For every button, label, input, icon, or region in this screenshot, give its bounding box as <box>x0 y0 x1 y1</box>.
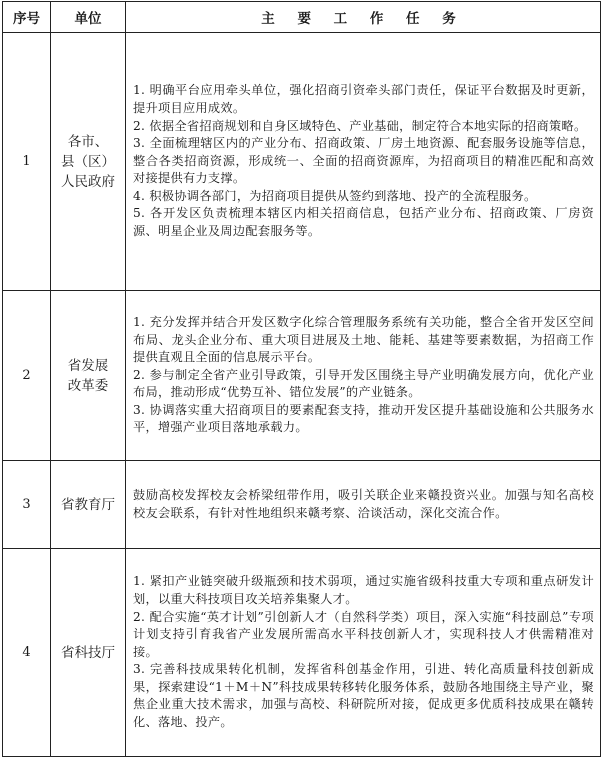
row-unit <box>51 33 126 291</box>
row-unit <box>51 461 126 549</box>
task-item: 鼓励高校发挥校友会桥梁纽带作用，吸引关联企业来赣投资兴业。加强与知名高校校友会联系，有针对性地组织来赣考察、洽谈活动，深化交流合作。 <box>133 487 594 520</box>
unit-line: 省科技厅 <box>61 644 115 661</box>
task-item: 4. 积极协调各部门，为招商项目提供从签约到落地、投产的全流程服务。 <box>133 188 537 203</box>
task-table <box>2 1 601 757</box>
unit-line: 人民政府 <box>61 173 115 190</box>
task-item: 2. 参与制定全省产业引导政策，引导开发区围绕主导产业明确发展方向，优化产业布局，推动形成“优势互补、错位发展”的产业链条。 <box>133 367 594 400</box>
task-item: 1. 充分发挥并结合开发区数字化综合管理服务系统有关功能，整合全省开发区空间布局、龙头企业分布、重大项目进展及土地、能耗、基建等要素数据，为招商工作提供直观且全面的信息展示平台。 <box>133 314 594 365</box>
row-tasks <box>126 549 601 757</box>
unit-line: 各市、 <box>67 133 109 150</box>
row-tasks <box>126 461 601 549</box>
task-item: 3. 完善科技成果转化机制，发挥省科创基金作用，引进、转化高质量科技创新成果，探索建设“1＋M＋N”科技成果转移转化服务体系，鼓励各地围绕主导产业，聚焦企业重大技术需求，加强与高校、科研院所对接，促成更多优质科技成果在赣转化、落地、投产。 <box>133 662 594 730</box>
task-item: 1. 明确平台应用牵头单位，强化招商引资牵头部门责任，保证平台数据及时更新，提升项目应用成效。 <box>133 83 594 115</box>
task-item: 5. 各开发区负责梳理本辖区内相关招商信息，包括产业分布、招商政策、厂房资源、明星企业及周边配套服务等。 <box>133 206 594 239</box>
row-unit <box>51 549 126 757</box>
task-item: 3. 全面梳理辖区内的产业分布、招商政策、厂房土地资源、配套服务设施等信息，整合各类招商资源，形成统一、全面的招商资源库，为招商项目的精准匹配和高效对接提供有力支撑。 <box>133 136 594 186</box>
header-num: 序号 <box>3 2 51 33</box>
row-unit <box>51 291 126 461</box>
task-item: 2. 配合实施“英才计划”引创新人才（自然科学类）项目，深入实施“科技副总”专项计划支持引育我省产业发展所需高水平科技创新人才，实现科技人才供需精准对接。 <box>133 609 594 659</box>
header-unit: 单位 <box>51 2 126 33</box>
row-tasks <box>126 291 601 461</box>
row-number: 4 <box>3 549 51 757</box>
unit-line: 省发展 <box>67 357 109 374</box>
header-task: 主 要 工 作 任 务 <box>126 2 601 33</box>
table-row <box>3 33 601 291</box>
row-number: 3 <box>3 461 51 549</box>
table-header-row <box>3 2 601 33</box>
task-item: 3. 协调落实重大招商项目的要素配套支持，推动开发区提升基础设施和公共服务水平，增强产业项目落地承载力。 <box>133 402 594 435</box>
row-tasks <box>126 33 601 291</box>
table-body <box>3 33 601 757</box>
unit-line: 县（区） <box>61 153 115 170</box>
unit-line: 改革委 <box>67 377 109 394</box>
table-row <box>3 549 601 757</box>
row-number: 1 <box>3 33 51 291</box>
task-item: 1. 紧扣产业链突破升级瓶颈和技术弱项，通过实施省级科技重大专项和重点研发计划，以重大科技项目攻关培养集聚人才。 <box>133 574 594 606</box>
task-item: 2. 依据全省招商规划和自身区域特色、产业基础，制定符合本地实际的招商策略。 <box>133 118 587 133</box>
table-row <box>3 461 601 549</box>
table-row <box>3 291 601 461</box>
unit-line: 省教育厅 <box>61 496 115 513</box>
row-number: 2 <box>3 291 51 461</box>
